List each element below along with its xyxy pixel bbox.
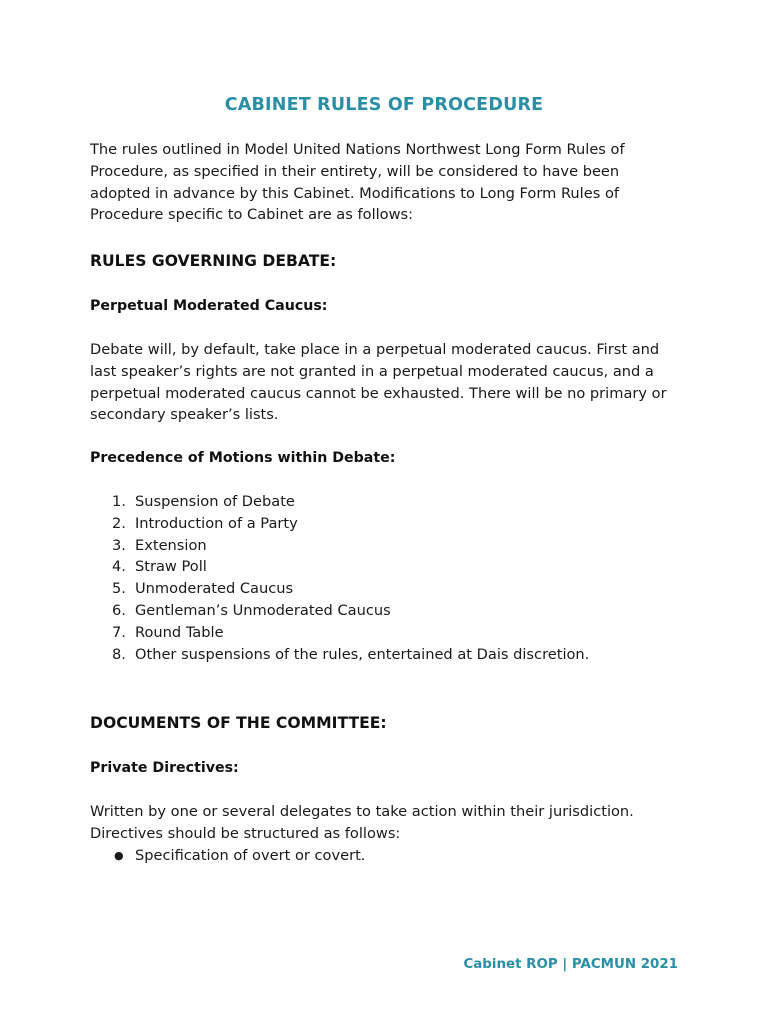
private-directives-heading: Private Directives: [90,760,239,776]
list-item-number: 1. [112,493,126,510]
list-item-text: Straw Poll [135,558,207,576]
private-directives-paragraph: Written by one or several delegates to take action within their jurisdiction. Directives should be structured as follows: [90,803,634,842]
list-item-number: 5. [112,580,126,598]
list-item-number: 7. [112,623,126,641]
list-item-text: Round Table [135,623,224,641]
list-item-text: Introduction of a Party [135,514,298,532]
list-item-text: Suspension of Debate [135,493,295,510]
list-item-text: Unmoderated Caucus [135,580,294,598]
perpetual-caucus-paragraph: Debate will, by default, take place in a perpetual moderated caucus. First and last speaker’s rights are not granted in a perpetual moderated caucus, and a perpetual moderated caucus cannot be exhausted. There will be no primary or secondary speaker’s lists. [90,341,667,424]
bullet-icon: ● [114,849,124,862]
list-item-number: 6. [112,601,126,619]
list-item-number: 3. [112,536,126,554]
intro-paragraph: The rules outlined in Model United Nations Northwest Long Form Rules of Procedure, as specified in their entirety, will be considered to have been adopted in advance by this Cabinet. Modifications to Long Form Rules of Procedure specific to Cabinet are as follows: [90,141,625,224]
list-item-text: Gentleman’s Unmoderated Caucus [135,601,391,619]
list-item-text: Extension [135,536,207,554]
list-item-number: 2. [112,514,126,532]
page-footer: Cabinet ROP | PACMUN 2021 [463,957,678,972]
perpetual-caucus-heading: Perpetual Moderated Caucus: [90,298,328,314]
debate-section-heading: RULES GOVERNING DEBATE: [90,252,337,270]
list-item-number: 4. [112,558,126,576]
list-item-text: Other suspensions of the rules, entertained at Dais discretion. [135,645,590,663]
documents-section-heading: DOCUMENTS OF THE COMMITTEE: [90,714,387,732]
list-item-text: Specification of overt or covert. [135,847,366,864]
list-item-number: 8. [112,645,126,663]
precedence-heading: Precedence of Motions within Debate: [90,450,396,466]
document-title: CABINET RULES OF PROCEDURE [224,95,544,115]
